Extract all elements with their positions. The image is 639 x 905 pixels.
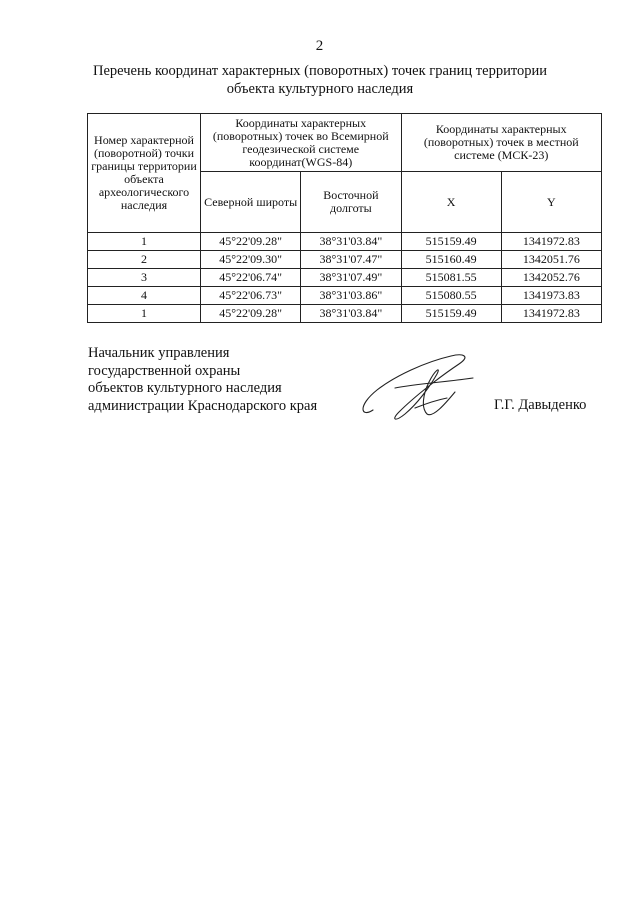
cell-lon: 38°31'03.86"	[301, 287, 401, 305]
position-line-3: объектов культурного наследия	[88, 380, 282, 396]
position-line-1: Начальник управления	[88, 345, 230, 361]
cell-x: 515080.55	[401, 287, 501, 305]
subheader-east-longitude: Восточной долготы	[301, 172, 401, 233]
position-line-4: администрации Краснодарского края	[88, 397, 318, 414]
cell-point: 4	[88, 287, 201, 305]
cell-y: 1342052.76	[501, 269, 601, 287]
cell-lon: 38°31'03.84"	[301, 305, 401, 323]
cell-lat: 45°22'06.73"	[201, 287, 301, 305]
cell-lon: 38°31'07.49"	[301, 269, 401, 287]
coordinates-table	[87, 113, 602, 323]
cell-point: 2	[88, 251, 201, 269]
handwritten-signature	[355, 348, 485, 428]
cell-point: 3	[88, 269, 201, 287]
cell-x: 515081.55	[401, 269, 501, 287]
cell-y: 1341972.83	[501, 305, 601, 323]
page-number: 2	[315, 38, 324, 54]
position-line-2: государственной охраны	[88, 362, 241, 379]
header-msk23: Координаты характерных (поворотных) точек в местной системе (МСК-23)	[401, 114, 602, 172]
cell-x: 515159.49	[401, 305, 501, 323]
cell-point: 1	[88, 305, 201, 323]
table-row	[88, 305, 602, 323]
signer-name: Г.Г. Давыденко	[494, 397, 587, 413]
cell-lat: 45°22'06.74"	[201, 269, 301, 287]
cell-lat: 45°22'09.28"	[201, 233, 301, 251]
cell-x: 515159.49	[401, 233, 501, 251]
cell-x: 515160.49	[401, 251, 501, 269]
document-title	[60, 62, 580, 98]
cell-point: 1	[88, 233, 201, 251]
cell-lat: 45°22'09.28"	[201, 305, 301, 323]
title-line-1: Перечень координат характерных (поворотных) точек границ территории	[92, 63, 548, 79]
table-row	[88, 269, 602, 287]
subheader-y: Y	[501, 172, 601, 233]
signatory-position	[88, 345, 317, 415]
cell-y: 1342051.76	[501, 251, 601, 269]
cell-y: 1341972.83	[501, 233, 601, 251]
cell-lon: 38°31'03.84"	[301, 233, 401, 251]
subheader-x: X	[401, 172, 501, 233]
header-point-number: Номер характерной (поворотной) точки границы территории объекта археологического наследия	[88, 114, 201, 233]
table-row	[88, 287, 602, 305]
cell-lat: 45°22'09.30"	[201, 251, 301, 269]
header-wgs84: Координаты характерных (поворотных) точек во Всемирной геодезической системе координат(WGS-84)	[201, 114, 402, 172]
cell-y: 1341973.83	[501, 287, 601, 305]
title-line-2: объекта культурного наследия	[226, 81, 414, 97]
table-row	[88, 251, 602, 269]
cell-lon: 38°31'07.47"	[301, 251, 401, 269]
subheader-north-latitude: Северной широты	[201, 172, 301, 233]
table-row	[88, 233, 602, 251]
